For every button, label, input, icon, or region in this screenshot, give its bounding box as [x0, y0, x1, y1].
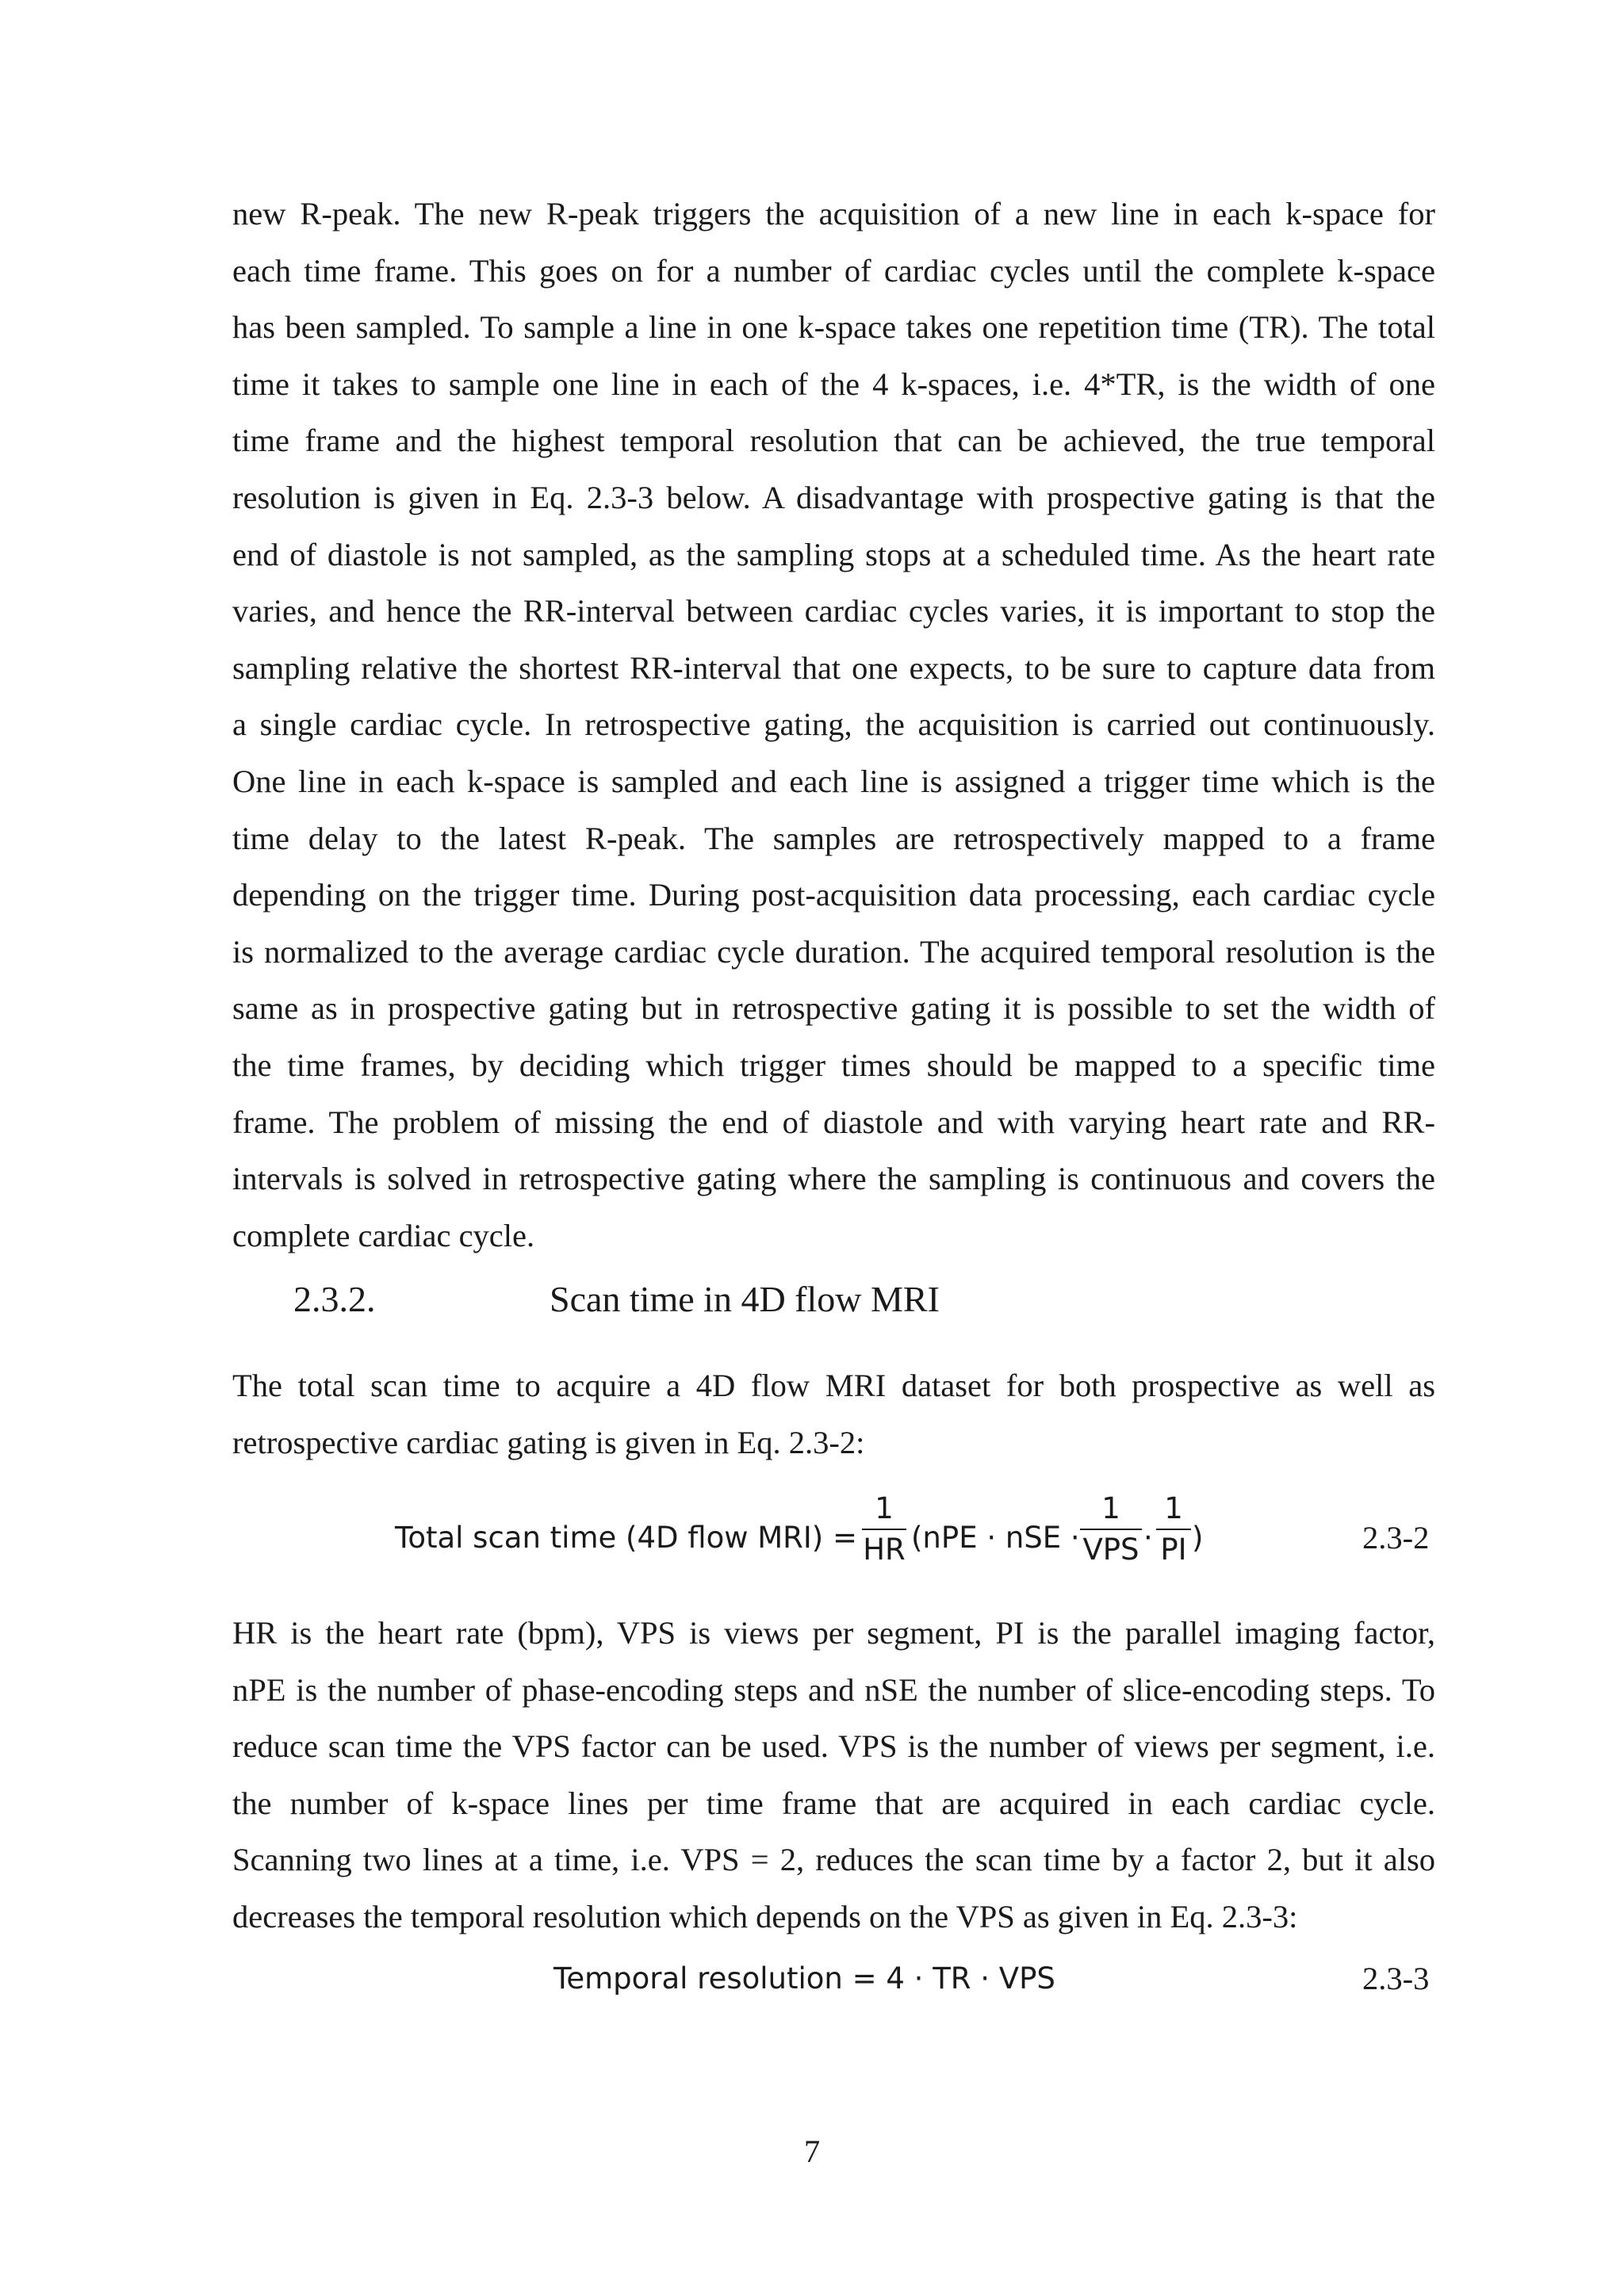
paragraph-scan-time-intro	[232, 1357, 1435, 1471]
fraction-one-over-pi	[1156, 1490, 1191, 1568]
text-line: the time frames, by deciding which trigger times should be mapped to a specific time	[232, 1047, 1435, 1083]
text-line: Scanning two lines at a time, i.e. VPS = 2, reduces the scan time by a factor 2, but it also	[232, 1842, 1435, 1878]
equation-dot: ·	[1143, 1521, 1153, 1555]
text-line: One line in each k-space is sampled and each line is assigned a trigger time which is the	[232, 763, 1435, 799]
equation-number: 2.3-3	[1362, 1961, 1430, 1996]
fraction-denominator: HR	[863, 1533, 906, 1567]
fraction-one-over-vps	[1080, 1490, 1142, 1568]
fraction-numerator: 1	[875, 1491, 894, 1525]
page-number: 7	[803, 2133, 821, 2169]
equation-temporal-resolution	[0, 1958, 1624, 2006]
text-line: frame. The problem of missing the end of diastole and with varying heart rate and RR-	[232, 1104, 1435, 1140]
text-line: The total scan time to acquire a 4D flow MRI dataset for both prospective as well as	[232, 1368, 1435, 1403]
text-line: HR is the heart rate (bpm), VPS is views per segment, PI is the parallel imaging factor,	[232, 1615, 1435, 1651]
equation-middle-term: (nPE · nSE ·	[911, 1521, 1080, 1555]
text-line: decreases the temporal resolution which depends on the VPS as given in Eq. 2.3-3:	[232, 1898, 1298, 1934]
equation-text: Temporal resolution = 4 · TR · VPS	[553, 1961, 1055, 1996]
fraction-one-over-hr	[862, 1490, 906, 1568]
text-line: time it takes to sample one line in each of the 4 k-spaces, i.e. 4*TR, is the width of one	[232, 365, 1435, 402]
equation-close-paren: )	[1192, 1521, 1204, 1555]
text-line: time frame and the highest temporal resolution that can be achieved, the true temporal	[232, 423, 1435, 459]
text-line: depending on the trigger time. During post-acquisition data processing, each cardiac cycle	[232, 877, 1435, 913]
equation-number: 2.3-2	[1362, 1520, 1430, 1556]
fraction-numerator: 1	[1164, 1491, 1183, 1525]
fraction-denominator: VPS	[1082, 1533, 1139, 1567]
text-line: complete cardiac cycle.	[232, 1217, 535, 1253]
fraction-numerator: 1	[1101, 1491, 1120, 1525]
text-line: nPE is the number of phase-encoding steps and nSE the number of slice-encoding steps. To	[232, 1671, 1435, 1708]
equation-lhs: Total scan time (4D flow MRI) =	[395, 1521, 857, 1555]
text-line: new R-peak. The new R-peak triggers the acquisition of a new line in each k-space for	[232, 196, 1435, 232]
text-line: has been sampled. To sample a line in one k-space takes one repetition time (TR). The total	[232, 309, 1435, 346]
text-line: intervals is solved in retrospective gating where the sampling is continuous and covers the	[232, 1161, 1435, 1197]
text-line: varies, and hence the RR-interval between cardiac cycles varies, it is important to stop the	[232, 593, 1435, 629]
text-line: a single cardiac cycle. In retrospective gating, the acquisition is carried out continuously.	[232, 706, 1435, 743]
paragraph-gating-description	[232, 186, 1435, 1264]
text-line: sampling relative the shortest RR-interval that one expects, to be sure to capture data from	[232, 649, 1435, 686]
section-heading	[0, 1278, 1624, 1334]
text-line: time delay to the latest R-peak. The samples are retrospectively mapped to a frame	[232, 820, 1435, 856]
text-line: each time frame. This goes on for a number of cardiac cycles until the complete k-space	[232, 252, 1435, 289]
equation-total-scan-time	[0, 1490, 1624, 1586]
text-line: retrospective cardiac gating is given in Eq. 2.3-2:	[232, 1424, 865, 1460]
fraction-denominator: PI	[1160, 1533, 1187, 1567]
paragraph-scan-time-explanation	[232, 1605, 1435, 1946]
text-line: the number of k-space lines per time frame that are acquired in each cardiac cycle.	[232, 1785, 1435, 1821]
text-line: is normalized to the average cardiac cycle duration. The acquired temporal resolution is the	[232, 933, 1435, 970]
text-line: end of diastole is not sampled, as the sampling stops at a scheduled time. As the heart rate	[232, 536, 1435, 572]
text-line: reduce scan time the VPS factor can be used. VPS is the number of views per segment, i.e.	[232, 1728, 1435, 1765]
section-title: Scan time in 4D flow MRI	[550, 1279, 940, 1319]
text-line: same as in prospective gating but in retrospective gating it is possible to set the width of	[232, 990, 1435, 1027]
section-number: 2.3.2.	[293, 1279, 376, 1319]
text-line: resolution is given in Eq. 2.3-3 below. A disadvantage with prospective gating is that the	[232, 479, 1435, 515]
